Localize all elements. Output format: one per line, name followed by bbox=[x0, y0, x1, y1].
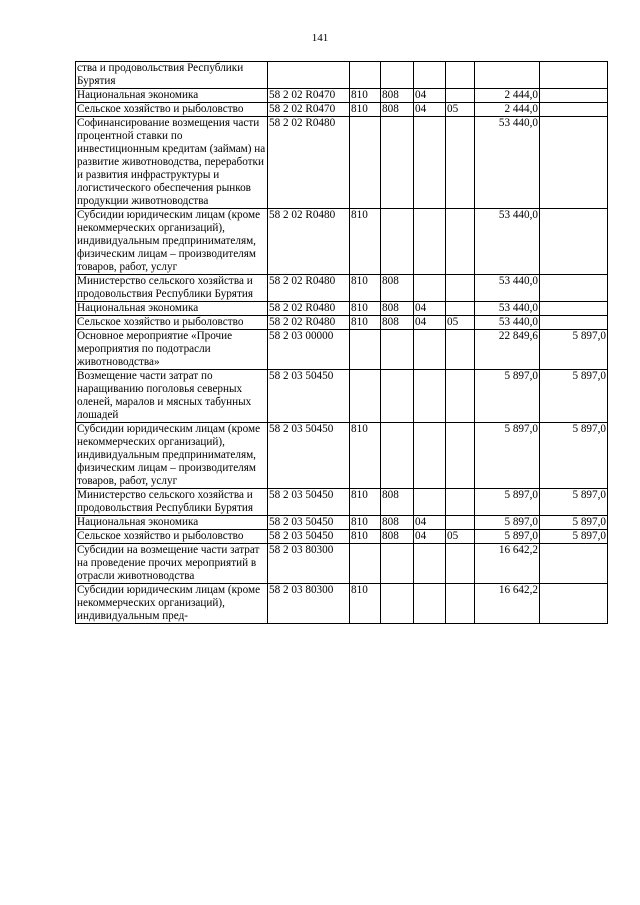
cell-amount-federal bbox=[540, 302, 608, 316]
cell-amount-federal: 5 897,0 bbox=[540, 530, 608, 544]
cell-name: ства и продовольствия Республики Бурятия bbox=[76, 62, 268, 89]
cell-ministry-code: 808 bbox=[381, 89, 414, 103]
cell-amount-federal: 5 897,0 bbox=[540, 423, 608, 489]
cell-amount: 22 849,6 bbox=[475, 330, 540, 370]
cell-name: Национальная экономика bbox=[76, 89, 268, 103]
table-row bbox=[76, 209, 608, 275]
cell-amount-federal bbox=[540, 103, 608, 117]
cell-subsection bbox=[446, 330, 475, 370]
cell-amount-federal bbox=[540, 544, 608, 584]
cell-amount: 5 897,0 bbox=[475, 489, 540, 516]
cell-expense-type: 810 bbox=[350, 89, 381, 103]
cell-subsection bbox=[446, 89, 475, 103]
cell-ministry-code bbox=[381, 544, 414, 584]
cell-target-article: 58 2 02 R0480 bbox=[268, 302, 350, 316]
table-row bbox=[76, 117, 608, 209]
page-number: 141 bbox=[311, 32, 329, 44]
cell-section bbox=[414, 275, 446, 302]
cell-section bbox=[414, 489, 446, 516]
table-body bbox=[76, 62, 608, 624]
cell-section bbox=[414, 544, 446, 584]
table-row bbox=[76, 584, 608, 624]
cell-ministry-code bbox=[381, 330, 414, 370]
cell-section bbox=[414, 117, 446, 209]
cell-section bbox=[414, 330, 446, 370]
table-row bbox=[76, 103, 608, 117]
cell-subsection: 05 bbox=[446, 103, 475, 117]
cell-subsection bbox=[446, 275, 475, 302]
cell-expense-type bbox=[350, 544, 381, 584]
cell-section: 04 bbox=[414, 516, 446, 530]
table-row bbox=[76, 370, 608, 423]
cell-subsection: 05 bbox=[446, 530, 475, 544]
table-row bbox=[76, 316, 608, 330]
cell-target-article: 58 2 03 80300 bbox=[268, 544, 350, 584]
table-row bbox=[76, 489, 608, 516]
cell-amount-federal: 5 897,0 bbox=[540, 489, 608, 516]
table-row bbox=[76, 330, 608, 370]
cell-target-article: 58 2 03 80300 bbox=[268, 584, 350, 624]
cell-amount: 5 897,0 bbox=[475, 516, 540, 530]
cell-expense-type: 810 bbox=[350, 275, 381, 302]
cell-target-article: 58 2 03 50450 bbox=[268, 423, 350, 489]
cell-ministry-code bbox=[381, 209, 414, 275]
cell-expense-type: 810 bbox=[350, 302, 381, 316]
cell-ministry-code bbox=[381, 370, 414, 423]
table-row bbox=[76, 530, 608, 544]
cell-section: 04 bbox=[414, 103, 446, 117]
cell-section: 04 bbox=[414, 302, 446, 316]
cell-target-article: 58 2 03 50450 bbox=[268, 530, 350, 544]
cell-name: Министерство сельского хозяйства и продовольствия Республики Бурятия bbox=[76, 275, 268, 302]
cell-subsection bbox=[446, 544, 475, 584]
cell-target-article: 58 2 03 50450 bbox=[268, 516, 350, 530]
cell-expense-type: 810 bbox=[350, 489, 381, 516]
cell-target-article: 58 2 03 00000 bbox=[268, 330, 350, 370]
cell-amount-federal bbox=[540, 209, 608, 275]
cell-amount-federal bbox=[540, 316, 608, 330]
cell-name: Национальная экономика bbox=[76, 302, 268, 316]
cell-section bbox=[414, 584, 446, 624]
cell-expense-type bbox=[350, 62, 381, 89]
cell-amount: 53 440,0 bbox=[475, 316, 540, 330]
cell-amount-federal bbox=[540, 584, 608, 624]
table-row bbox=[76, 302, 608, 316]
cell-subsection: 05 bbox=[446, 316, 475, 330]
cell-amount-federal: 5 897,0 bbox=[540, 370, 608, 423]
cell-expense-type: 810 bbox=[350, 584, 381, 624]
cell-name: Министерство сельского хозяйства и продовольствия Республики Бурятия bbox=[76, 489, 268, 516]
cell-expense-type: 810 bbox=[350, 316, 381, 330]
table-row bbox=[76, 275, 608, 302]
cell-expense-type: 810 bbox=[350, 516, 381, 530]
cell-subsection bbox=[446, 302, 475, 316]
cell-name: Софинансирование возмещения части процентной ставки по инвестиционным кредитам (займам) на развитие животноводства, переработки и развития инфраструктуры и логистического обеспечения рынков продукции животноводства bbox=[76, 117, 268, 209]
cell-ministry-code: 808 bbox=[381, 516, 414, 530]
cell-amount: 53 440,0 bbox=[475, 302, 540, 316]
table-row bbox=[76, 544, 608, 584]
cell-ministry-code bbox=[381, 423, 414, 489]
cell-amount bbox=[475, 62, 540, 89]
cell-name: Субсидии юридическим лицам (кроме некоммерческих организаций), индивидуальным предпринимателям, физическим лицам – производителям товаров, работ, услуг bbox=[76, 423, 268, 489]
cell-section: 04 bbox=[414, 89, 446, 103]
cell-amount: 5 897,0 bbox=[475, 423, 540, 489]
cell-amount-federal bbox=[540, 89, 608, 103]
cell-amount: 53 440,0 bbox=[475, 275, 540, 302]
cell-amount-federal: 5 897,0 bbox=[540, 330, 608, 370]
cell-ministry-code: 808 bbox=[381, 103, 414, 117]
cell-ministry-code bbox=[381, 117, 414, 209]
cell-ministry-code: 808 bbox=[381, 316, 414, 330]
cell-expense-type: 810 bbox=[350, 209, 381, 275]
table-row bbox=[76, 89, 608, 103]
cell-name: Субсидии юридическим лицам (кроме некоммерческих организаций), индивидуальным пред- bbox=[76, 584, 268, 624]
cell-expense-type: 810 bbox=[350, 423, 381, 489]
cell-name: Сельское хозяйство и рыболовство bbox=[76, 316, 268, 330]
cell-subsection bbox=[446, 62, 475, 89]
cell-subsection bbox=[446, 584, 475, 624]
cell-subsection bbox=[446, 209, 475, 275]
cell-amount: 5 897,0 bbox=[475, 530, 540, 544]
cell-name: Национальная экономика bbox=[76, 516, 268, 530]
cell-section bbox=[414, 209, 446, 275]
cell-section: 04 bbox=[414, 530, 446, 544]
cell-amount: 53 440,0 bbox=[475, 209, 540, 275]
table-row bbox=[76, 423, 608, 489]
cell-subsection bbox=[446, 117, 475, 209]
cell-amount-federal bbox=[540, 275, 608, 302]
cell-ministry-code: 808 bbox=[381, 530, 414, 544]
cell-section bbox=[414, 62, 446, 89]
cell-target-article: 58 2 02 R0480 bbox=[268, 316, 350, 330]
cell-expense-type: 810 bbox=[350, 103, 381, 117]
cell-amount: 5 897,0 bbox=[475, 370, 540, 423]
cell-name: Сельское хозяйство и рыболовство bbox=[76, 530, 268, 544]
cell-expense-type bbox=[350, 370, 381, 423]
cell-subsection bbox=[446, 423, 475, 489]
cell-ministry-code: 808 bbox=[381, 302, 414, 316]
cell-target-article: 58 2 02 R0470 bbox=[268, 89, 350, 103]
cell-subsection bbox=[446, 370, 475, 423]
cell-amount-federal: 5 897,0 bbox=[540, 516, 608, 530]
cell-amount: 16 642,2 bbox=[475, 544, 540, 584]
cell-ministry-code: 808 bbox=[381, 489, 414, 516]
cell-amount: 2 444,0 bbox=[475, 89, 540, 103]
cell-section bbox=[414, 423, 446, 489]
cell-target-article: 58 2 02 R0480 bbox=[268, 117, 350, 209]
cell-section: 04 bbox=[414, 316, 446, 330]
cell-amount: 2 444,0 bbox=[475, 103, 540, 117]
cell-ministry-code bbox=[381, 62, 414, 89]
table-row bbox=[76, 62, 608, 89]
cell-expense-type bbox=[350, 330, 381, 370]
cell-target-article: 58 2 03 50450 bbox=[268, 370, 350, 423]
cell-target-article bbox=[268, 62, 350, 89]
budget-table bbox=[75, 61, 608, 624]
cell-amount: 16 642,2 bbox=[475, 584, 540, 624]
cell-name: Основное мероприятие «Прочие мероприятия по подотрасли животноводства» bbox=[76, 330, 268, 370]
cell-section bbox=[414, 370, 446, 423]
cell-name: Субсидии юридическим лицам (кроме некоммерческих организаций), индивидуальным предпринимателям, физическим лицам – производителям товаров, работ, услуг bbox=[76, 209, 268, 275]
cell-expense-type: 810 bbox=[350, 530, 381, 544]
cell-amount: 53 440,0 bbox=[475, 117, 540, 209]
cell-target-article: 58 2 02 R0480 bbox=[268, 275, 350, 302]
cell-amount-federal bbox=[540, 117, 608, 209]
cell-subsection bbox=[446, 516, 475, 530]
cell-target-article: 58 2 02 R0470 bbox=[268, 103, 350, 117]
cell-ministry-code bbox=[381, 584, 414, 624]
table-row bbox=[76, 516, 608, 530]
cell-name: Возмещение части затрат по наращиванию поголовья северных оленей, маралов и мясных табунных лошадей bbox=[76, 370, 268, 423]
cell-ministry-code: 808 bbox=[381, 275, 414, 302]
cell-name: Субсидии на возмещение части затрат на проведение прочих мероприятий в отрасли животноводства bbox=[76, 544, 268, 584]
cell-expense-type bbox=[350, 117, 381, 209]
cell-amount-federal bbox=[540, 62, 608, 89]
cell-target-article: 58 2 03 50450 bbox=[268, 489, 350, 516]
cell-name: Сельское хозяйство и рыболовство bbox=[76, 103, 268, 117]
cell-target-article: 58 2 02 R0480 bbox=[268, 209, 350, 275]
cell-subsection bbox=[446, 489, 475, 516]
